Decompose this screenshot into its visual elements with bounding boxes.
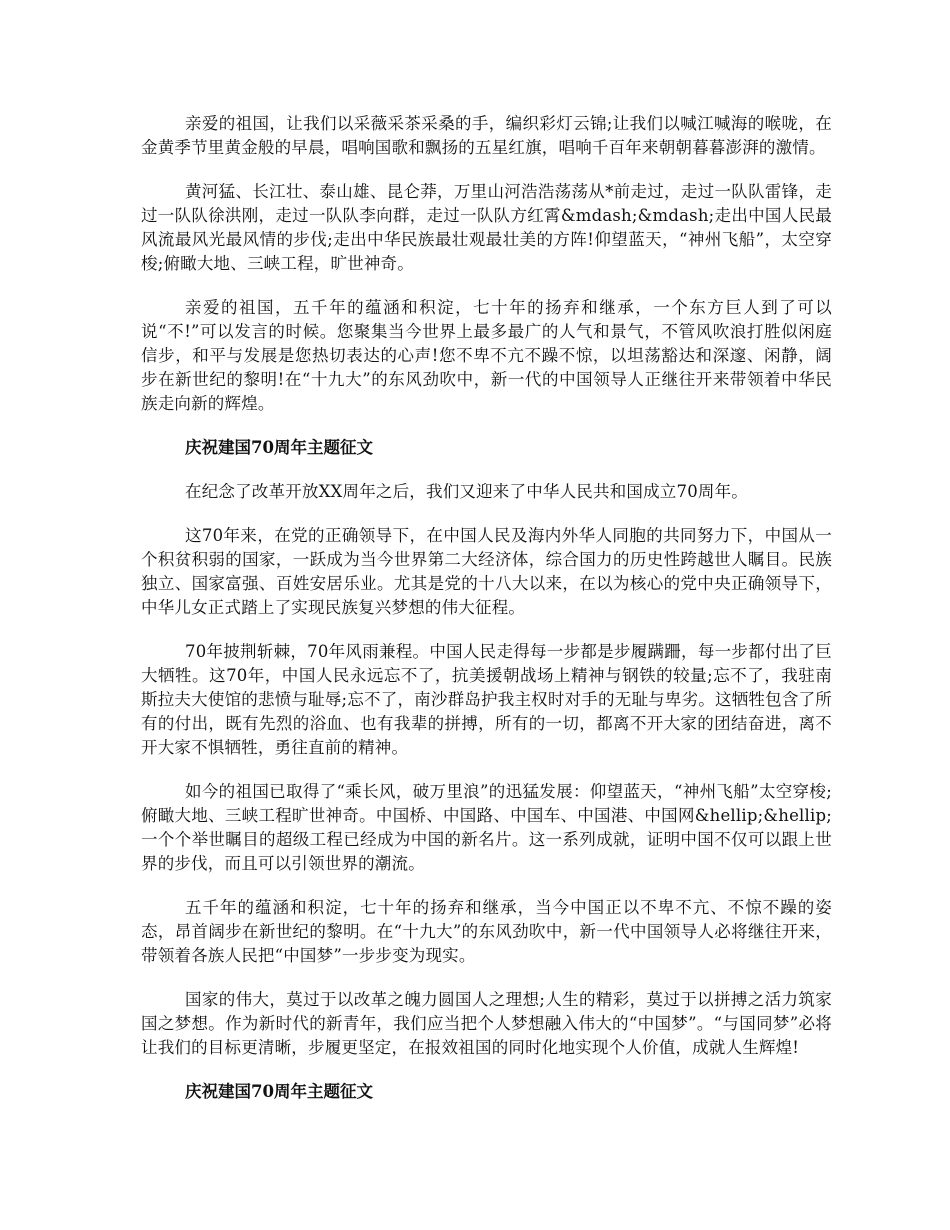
paragraph-8: 五千年的蕴涵和积淀，七十年的扬弃和继承，当今中国正以不卑不亢、不惊不躁的姿态，昂首阔步在新世纪的黎明。在“十九大”的东风劲吹中，新一代中国领导人必将继往开来，带领着各族人民把“中国梦”一步步变为现实。 [141,898,832,965]
paragraph-1: 亲爱的祖国，让我们以采薇采茶采桑的手，编织彩灯云锦;让我们以喊江喊海的喉咙，在金黄季节里黄金般的早晨，唱响国歌和飘扬的五星红旗，唱响千百年来朝朝暮暮澎湃的激情。 [141,114,832,157]
paragraph-4: 在纪念了改革开放XX周年之后，我们又迎来了中华人民共和国成立70周年。 [185,482,748,501]
paragraph-5: 这70年来，在党的正确领导下，在中国人民及海内外华人同胞的共同努力下，中国从一个积贫积弱的国家，一跃成为当今世界第二大经济体，综合国力的历史性跨越世人瞩目。民族独立、国家富强、百姓安居乐业。尤其是党的十八大以来，在以为核心的党中央正确领导下，中华儿女正式踏上了实现民族复兴梦想的伟大征程。 [141,526,832,617]
section-heading-1: 庆祝建国70周年主题征文 [185,438,373,457]
paragraph-3: 亲爱的祖国，五千年的蕴涵和积淀，七十年的扬弃和继承，一个东方巨人到了可以说“不!”可以发言的时候。您聚集当今世界上最多最广的人气和景气，不管风吹浪打胜似闲庭信步，和平与发展是您热切表达的心声!您不卑不亢不躁不惊，以坦荡豁达和深邃、闲静，阔步在新世纪的黎明!在“十九大”的东风劲吹中，新一代的中国领导人正继往开来带领着中华民族走向新的辉煌。 [141,298,832,413]
paragraph-7: 如今的祖国已取得了“乘长风，破万里浪”的迅猛发展：仰望蓝天，“神州飞船”太空穿梭;俯瞰大地、三峡工程旷世神奇。中国桥、中国路、中国车、中国港、中国网&hellip;&hellip;一个个举世瞩目的超级工程已经成为中国的新名片。这一系列成就，证明中国不仅可以跟上世界的步伐，而且可以引领世界的潮流。 [141,782,832,873]
section-heading-2: 庆祝建国70周年主题征文 [185,1082,373,1101]
paragraph-2: 黄河猛、长江壮、泰山雄、昆仑莽，万里山河浩浩荡荡从*前走过，走过一队队雷锋，走过一队队徐洪刚，走过一队队李向群，走过一队队方红霄&mdash;&mdash;走出中国人民最风流最风光最风情的步伐;走出中华民族最壮观最壮美的方阵!仰望蓝天，“神州飞船”，太空穿梭;俯瞰大地、三峡工程，旷世神奇。 [141,182,832,273]
paragraph-6: 70年披荆斩棘，70年风雨兼程。中国人民走得每一步都是步履蹒跚，每一步都付出了巨大牺牲。这70年，中国人民永远忘不了，抗美援朝战场上精神与钢铁的较量;忘不了，我驻南斯拉夫大使馆的悲愤与耻辱;忘不了，南沙群岛护我主权时对手的无耻与卑劣。这牺牲包含了所有的付出，既有先烈的浴血、也有我辈的拼搏，所有的一切，都离不开大家的团结奋进，离不开大家不惧牺牲，勇往直前的精神。 [141,642,832,757]
paragraph-9: 国家的伟大，莫过于以改革之魄力圆国人之理想;人生的精彩，莫过于以拼搏之活力筑家国之梦想。作为新时代的新青年，我们应当把个人梦想融入伟大的“中国梦”。“与国同梦”必将让我们的目标更清晰，步履更坚定，在报效祖国的同时化地实现个人价值，成就人生辉煌! [141,990,832,1057]
